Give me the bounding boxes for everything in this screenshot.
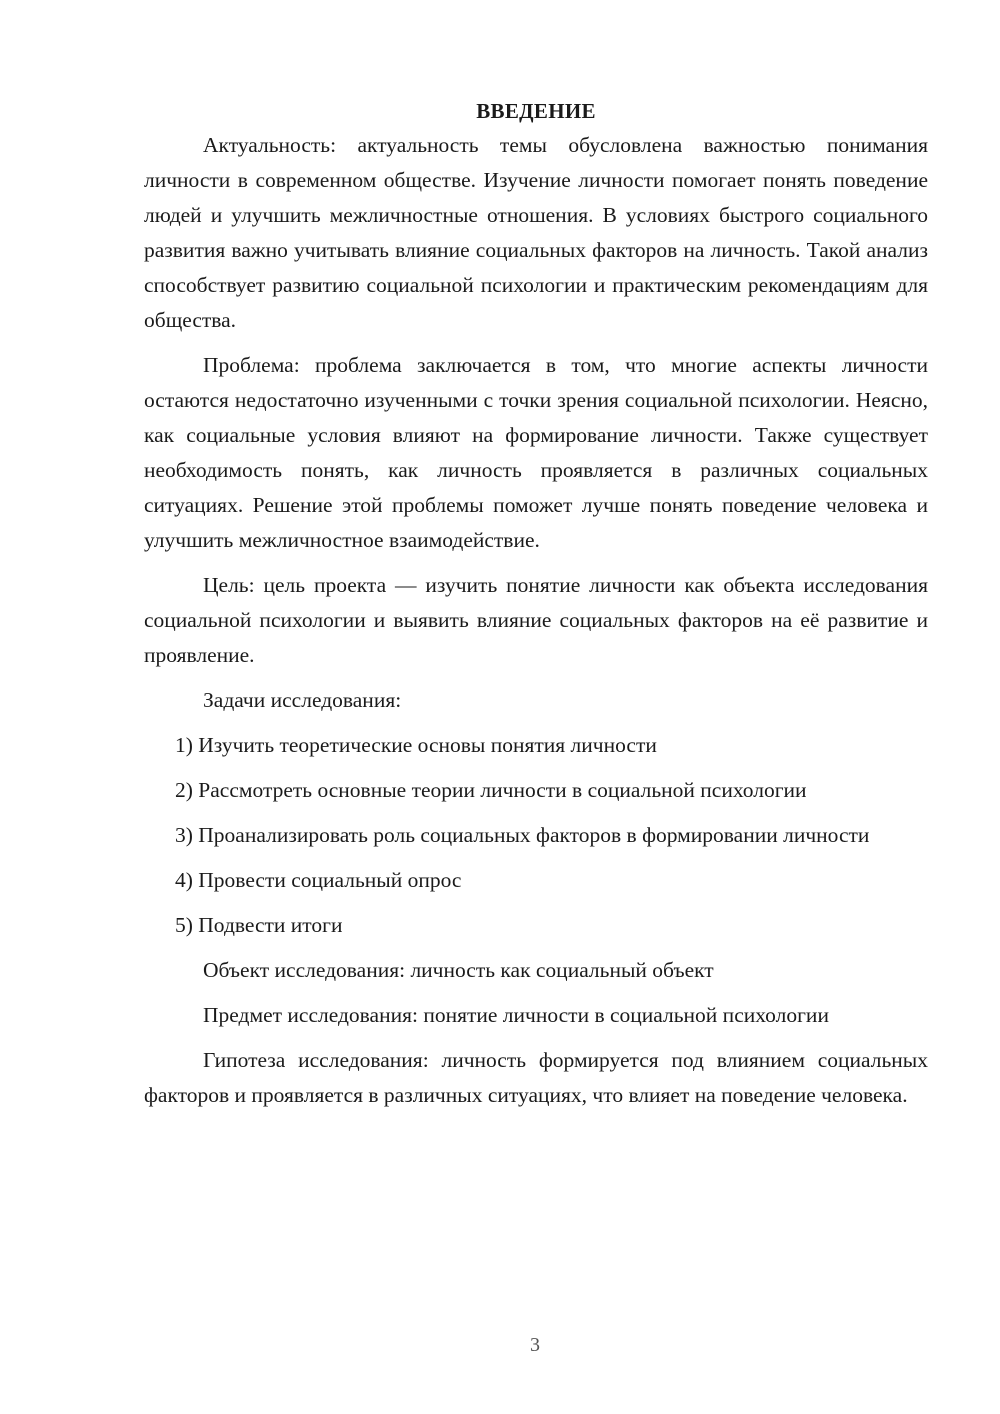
task-item: 3) Проанализировать роль социальных факторов в формировании личности <box>175 823 870 847</box>
relevance-paragraph: Актуальность: актуальность темы обусловлена важностью понимания личности в современном обществе. Изучение личности помогает понять поведение людей и улучшить межличностные отношения. В условиях быстрого социального развития важно учитывать влияние социальных факторов на личность. Такой анализ способствует развитию социальной психологии и практическим рекомендациям для общества. <box>144 133 928 332</box>
task-item: 2) Рассмотреть основные теории личности в социальной психологии <box>175 778 807 802</box>
object-paragraph: Объект исследования: личность как социальный объект <box>203 958 714 982</box>
task-item: 4) Провести социальный опрос <box>175 868 462 892</box>
page-title: ВВЕДЕНИЕ <box>476 99 596 123</box>
problem-paragraph: Проблема: проблема заключается в том, что многие аспекты личности остаются недостаточно изученными с точки зрения социальной психологии. Неясно, как социальные условия влияют на формирование личности. Также существует необходимость понять, как личность проявляется в различных социальных ситуациях. Решение этой проблемы поможет лучше понять поведение человека и улучшить межличностное взаимодействие. <box>144 353 928 552</box>
tasks-heading: Задачи исследования: <box>203 688 402 712</box>
task-item: 5) Подвести итоги <box>175 913 343 937</box>
subject-paragraph: Предмет исследования: понятие личности в социальной психологии <box>203 1003 829 1027</box>
task-item: 1) Изучить теоретические основы понятия личности <box>175 733 657 757</box>
hypothesis-paragraph: Гипотеза исследования: личность формируется под влиянием социальных факторов и проявляется в различных ситуациях, что влияет на поведение человека. <box>144 1048 928 1107</box>
goal-paragraph: Цель: цель проекта — изучить понятие личности как объекта исследования социальной психологии и выявить влияние социальных факторов на её развитие и проявление. <box>144 573 928 667</box>
document-page <box>144 96 928 1123</box>
page-number: 3 <box>530 1334 540 1356</box>
